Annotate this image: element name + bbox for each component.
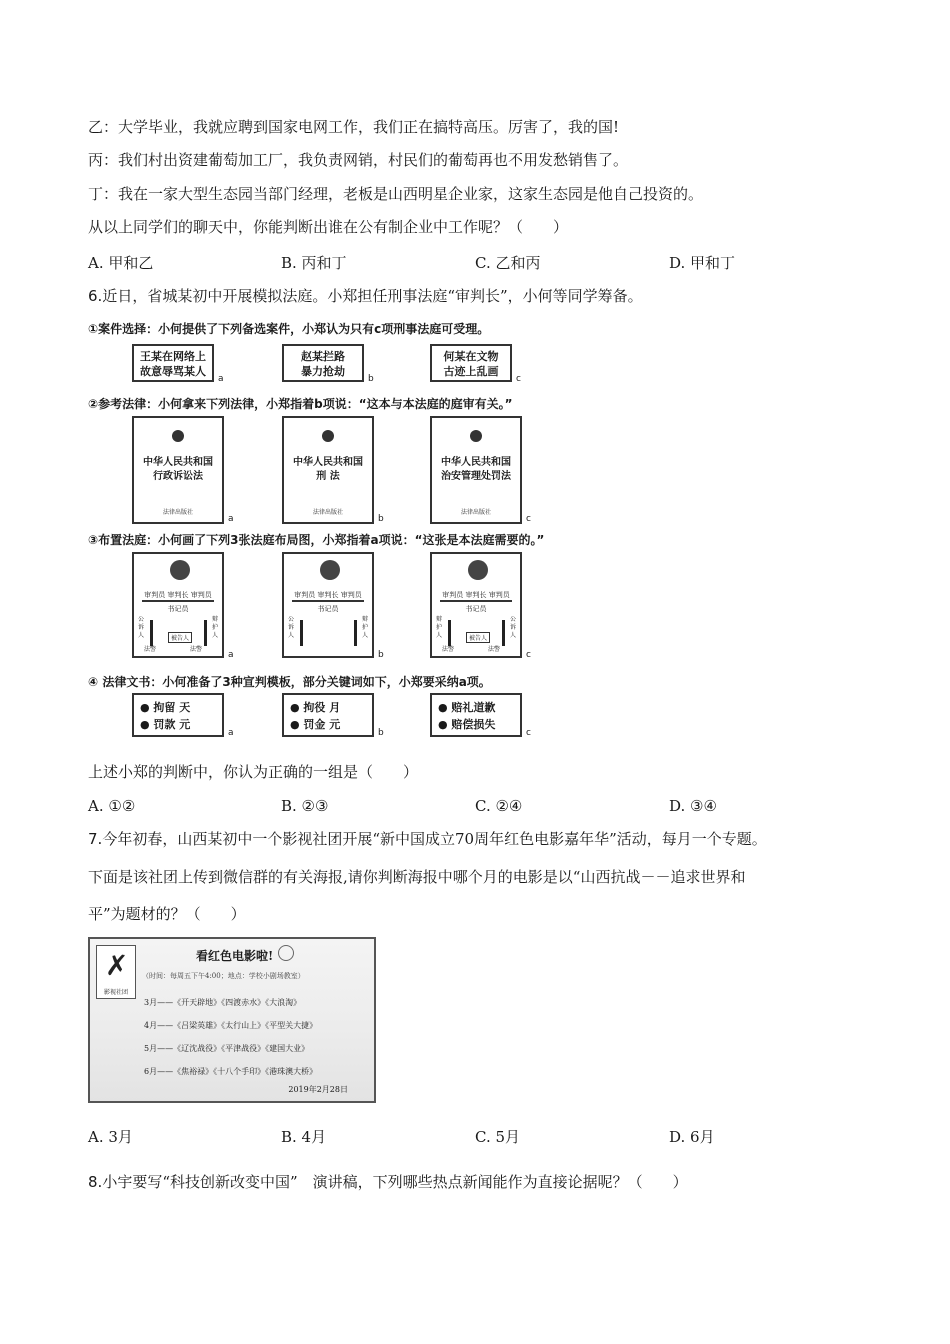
- template-c: [430, 693, 522, 737]
- seal-icon: [278, 945, 294, 961]
- poster-title: 看红色电影啦!: [196, 949, 274, 963]
- q7-option-c[interactable]: C. 5月: [475, 1128, 521, 1146]
- court-c-left: 辩护人: [436, 616, 443, 639]
- case-c-tag: c: [516, 374, 521, 384]
- q8-number: 8.: [88, 1173, 103, 1191]
- q6-stem-text: 近日，省城某初中开展模拟法庭。小郑担任刑事法庭“审判长”，小何等同学筹备。: [102, 287, 643, 305]
- q7-stem1: 今年初春，山西某初中一个影视社团开展“新中国成立70周年红色电影嘉年华”活动，每月一个专题。: [102, 830, 767, 848]
- emblem-icon: [170, 560, 190, 580]
- fig-step1: ①案件选择：小何提供了下列备选案件，小郑认为只有c项刑事法庭可受理。: [88, 322, 490, 336]
- q7-option-b[interactable]: B. 4月: [281, 1128, 327, 1146]
- template-c-l2: ● 赔偿损失: [438, 718, 496, 731]
- court-b-clerk: 书记员: [317, 605, 339, 613]
- q6-figure: [88, 318, 545, 743]
- court-c-tag: c: [526, 650, 531, 660]
- law-a-tag: a: [228, 514, 234, 524]
- poster-row-june: 6月——《焦裕禄》《十八个手印》《港珠澳大桥》: [144, 1067, 318, 1076]
- law-a-publisher: 法律出版社: [162, 509, 193, 516]
- template-b-tag: b: [378, 728, 384, 738]
- court-a-bench: 审判员 审判长 审判员: [144, 591, 212, 599]
- court-a-defendant: 被告人: [168, 632, 192, 643]
- q7-stem-line2: 下面是该社团上传到微信群的有关海报,请你判断海报中哪个月的电影是以“山西抗战－－追求世界和: [88, 868, 746, 886]
- court-a-left: 公诉人: [138, 616, 145, 639]
- fig-step2: ②参考法律：小何拿来下列法律，小郑指着b项说：“这本与本法庭的庭审有关。”: [88, 397, 513, 411]
- law-c-l1: 中华人民共和国: [441, 457, 511, 468]
- poster-row-april: 4月——《吕梁英雄》《太行山上》《平型关大捷》: [144, 1021, 318, 1030]
- law-b-tag: b: [378, 514, 384, 524]
- court-a-clerk: 书记员: [167, 605, 189, 613]
- court-b-left: 公诉人: [288, 616, 295, 639]
- court-c-defendant: 被告人: [466, 632, 490, 643]
- court-b-bench: 审判员 审判长 审判员: [294, 591, 362, 599]
- q5-option-b[interactable]: B. 丙和丁: [281, 254, 347, 272]
- q7-number: 7.: [88, 830, 103, 848]
- q7-option-d[interactable]: D. 6月: [669, 1128, 715, 1146]
- template-c-l1: ● 赔礼道歉: [438, 701, 496, 714]
- case-a-box: [132, 344, 214, 382]
- club-logo-text: 影视社团: [103, 989, 128, 996]
- dialogue-line-bing: 丙：我们村出资建葡萄加工厂，我负责网销，村民们的葡萄再也不用发愁销售了。: [88, 151, 629, 169]
- figure-icon: ✗: [105, 949, 129, 982]
- court-b-right: 辩护人: [362, 616, 369, 639]
- template-a-tag: a: [228, 728, 234, 738]
- poster-row-may: 5月——《辽沈战役》《平津战役》《建国大业》: [144, 1044, 310, 1053]
- emblem-icon: [468, 560, 488, 580]
- q6-question: 上述小郑的判断中，你认为正确的一组是（ ）: [88, 763, 419, 781]
- fig-step3: ③布置法庭：小何画了下列3张法庭布局图，小郑指着a项说：“这张是本法庭需要的。”: [88, 533, 545, 547]
- template-b-l1: ● 拘役 月: [290, 701, 341, 714]
- case-a-l2: 故意辱骂某人: [140, 365, 206, 378]
- court-a-guard-1: 法警: [144, 646, 157, 653]
- court-layout-c: [430, 552, 522, 658]
- court-c-bench: 审判员 审判长 审判员: [442, 591, 510, 599]
- court-c-guard-1: 法警: [442, 646, 455, 653]
- template-a: [132, 693, 224, 737]
- law-b-l2: 刑 法: [316, 471, 340, 482]
- template-b-l2: ● 罚金 元: [290, 718, 341, 731]
- fig-step4: ④ 法律文书：小何准备了3种宣判模板，部分关键词如下，小郑要采纳a项。: [88, 675, 491, 689]
- court-c-guard-2: 法警: [488, 646, 501, 653]
- q7-option-a[interactable]: A. 3月: [88, 1128, 133, 1146]
- q8-stem: [88, 1172, 688, 1192]
- emblem-icon: [322, 430, 334, 442]
- q8-stem-text: 小宇要写“科技创新改变中国” 演讲稿，下列哪些热点新闻能作为直接论据呢？（ ）: [102, 1173, 688, 1191]
- law-c-l2: 治安管理处罚法: [441, 471, 511, 482]
- law-book-a: [132, 416, 224, 524]
- court-a-guard-2: 法警: [190, 646, 203, 653]
- q6-number: 6.: [88, 287, 103, 305]
- case-c-l2: 古迹上乱画: [443, 365, 499, 378]
- court-layout-b: [282, 552, 374, 658]
- dialogue-line-ding: 丁：我在一家大型生态园当部门经理，老板是山西明星企业家，这家生态园是他自己投资的。: [88, 185, 704, 203]
- template-c-tag: c: [526, 728, 531, 738]
- q5-question: 从以上同学们的聊天中，你能判断出谁在公有制企业中工作呢？（ ）: [88, 218, 569, 236]
- template-a-l2: ● 罚款 元: [140, 718, 191, 731]
- film-poster: [88, 937, 376, 1103]
- q7-stem-line1: [88, 829, 767, 849]
- case-b-l2: 暴力抢劫: [301, 365, 345, 378]
- emblem-icon: [470, 430, 482, 442]
- q6-option-c[interactable]: C. ②④: [475, 797, 523, 815]
- poster-subtitle: （时间：每周五下午4:00；地点：学校小剧场教室）: [142, 972, 305, 980]
- poster-row-march: 3月——《开天辟地》《四渡赤水》《大浪淘》: [144, 998, 302, 1007]
- q7-stem-line3: 平”为题材的？（ ）: [88, 905, 246, 923]
- law-a-l1: 中华人民共和国: [143, 457, 213, 468]
- q5-option-c[interactable]: C. 乙和丙: [475, 254, 541, 272]
- case-c-l1: 何某在文物: [443, 350, 499, 363]
- law-c-tag: c: [526, 514, 531, 524]
- dialogue-line-yi: 乙：大学毕业，我就应聘到国家电网工作，我们正在搞特高压。厉害了，我的国!: [88, 118, 620, 136]
- q6-option-b[interactable]: B. ②③: [281, 797, 329, 815]
- law-c-publisher: 法律出版社: [460, 509, 491, 516]
- law-book-b: [282, 416, 374, 524]
- club-logo: [96, 945, 136, 999]
- q6-stem: [88, 286, 643, 306]
- case-a-l1: 王某在网络上: [140, 350, 206, 363]
- q6-option-a[interactable]: A. ①②: [88, 797, 136, 815]
- court-b-tag: b: [378, 650, 384, 660]
- court-layout-a: [132, 552, 224, 658]
- law-a-l2: 行政诉讼法: [153, 471, 203, 482]
- court-c-right: 公诉人: [510, 616, 517, 639]
- emblem-icon: [172, 430, 184, 442]
- poster-date: 2019年2月28日: [288, 1085, 348, 1094]
- q5-option-d[interactable]: D. 甲和丁: [669, 254, 736, 272]
- q6-option-d[interactable]: D. ③④: [669, 797, 717, 815]
- q5-option-a[interactable]: A. 甲和乙: [88, 254, 154, 272]
- court-a-tag: a: [228, 650, 234, 660]
- law-book-c: [430, 416, 522, 524]
- q7-options: [88, 1126, 868, 1146]
- q5-options: [88, 252, 868, 272]
- case-c-box: [430, 344, 512, 382]
- case-b-tag: b: [368, 374, 374, 384]
- case-b-box: [282, 344, 364, 382]
- case-b-l1: 赵某拦路: [301, 350, 345, 363]
- template-a-l1: ● 拘留 天: [140, 701, 191, 714]
- q6-options: [88, 797, 868, 817]
- template-b: [282, 693, 374, 737]
- law-b-publisher: 法律出版社: [312, 509, 343, 516]
- court-a-right: 辩护人: [212, 616, 219, 639]
- court-c-clerk: 书记员: [465, 605, 487, 613]
- case-a-tag: a: [218, 374, 224, 384]
- law-b-l1: 中华人民共和国: [293, 457, 363, 468]
- emblem-icon: [320, 560, 340, 580]
